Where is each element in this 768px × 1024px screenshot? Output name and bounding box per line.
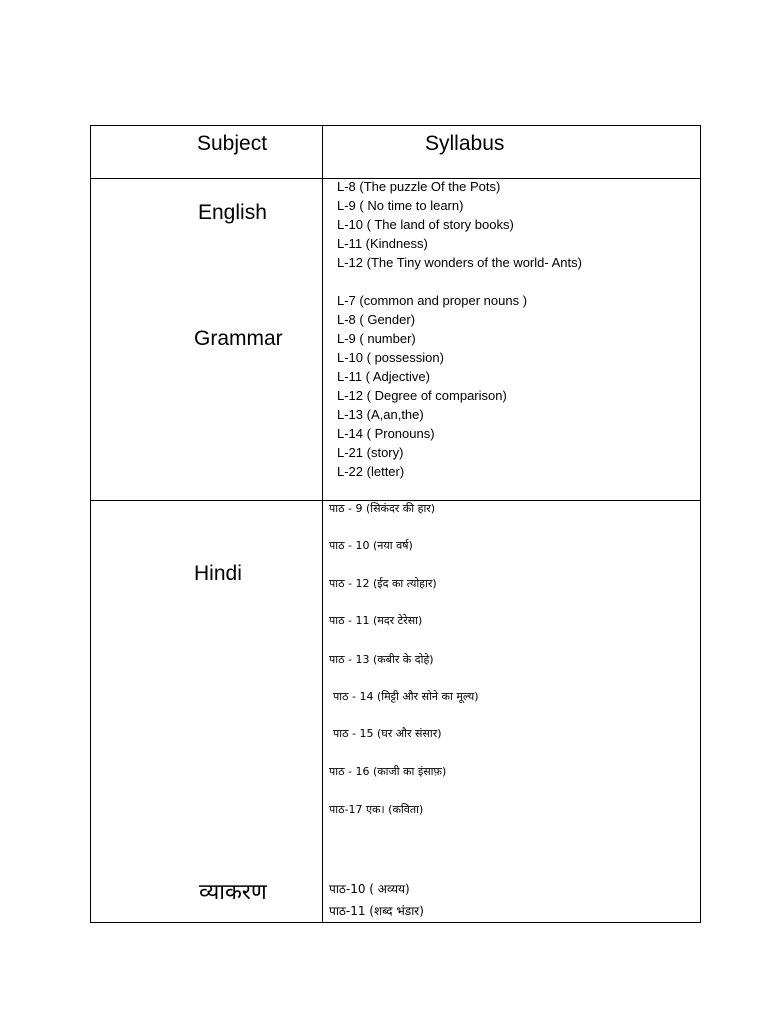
- hindi-lesson: पाठ - 15 (घर और संसार): [333, 727, 442, 740]
- column-divider: [322, 126, 323, 922]
- subject-hindi: Hindi: [194, 562, 242, 585]
- grammar-lesson: L-12 ( Degree of comparison): [337, 388, 507, 403]
- grammar-lesson: L-21 (story): [337, 445, 404, 460]
- hindi-lesson: पाठ-17 एक। (कविता): [329, 803, 424, 816]
- hindi-lesson: पाठ - 10 (नया वर्ष): [329, 539, 413, 552]
- english-lesson: L-12 (The Tiny wonders of the world- Ants): [337, 255, 582, 270]
- subject-english: English: [198, 201, 267, 224]
- grammar-lesson: L-10 ( possession): [337, 350, 444, 365]
- hindi-lesson: पाठ - 9 (सिकंदर की हार): [329, 502, 436, 515]
- hindi-lesson: पाठ - 11 (मदर टेरेसा): [329, 614, 423, 627]
- hindi-grammar-lesson: पाठ-10 ( अव्यय): [329, 882, 410, 896]
- english-lesson: L-10 ( The land of story books): [337, 217, 514, 232]
- syllabus-column-header: Syllabus: [425, 132, 505, 155]
- hindi-lesson: पाठ - 12 (ईद का त्योहार): [329, 577, 437, 590]
- hindi-lesson: पाठ - 13 (कबीर के दोहे): [329, 653, 434, 666]
- grammar-lesson: L-14 ( Pronouns): [337, 426, 435, 441]
- english-lesson: L-9 ( No time to learn): [337, 198, 464, 213]
- english-lesson: L-11 (Kindness): [337, 236, 428, 251]
- grammar-lesson: L-11 ( Adjective): [337, 369, 430, 384]
- grammar-lesson: L-9 ( number): [337, 331, 416, 346]
- grammar-lesson: L-13 (A,an,the): [337, 407, 424, 422]
- english-lesson: L-8 (The puzzle Of the Pots): [337, 179, 501, 194]
- hindi-lesson: पाठ - 14 (मिट्टी और सोने का मूल्य): [333, 690, 479, 703]
- hindi-grammar-lesson: पाठ-11 (शब्द भंडार): [329, 904, 424, 918]
- grammar-lesson: L-22 (letter): [337, 464, 405, 479]
- grammar-lesson: L-7 (common and proper nouns ): [337, 293, 528, 308]
- grammar-lesson: L-8 ( Gender): [337, 312, 416, 327]
- subject-hindi-grammar: व्याकरण: [199, 880, 267, 905]
- subject-column-header: Subject: [197, 132, 268, 155]
- hindi-lesson: पाठ - 16 (काजी का इंसाफ़): [329, 765, 447, 778]
- subject-grammar: Grammar: [194, 327, 283, 350]
- syllabus-table: [90, 125, 701, 923]
